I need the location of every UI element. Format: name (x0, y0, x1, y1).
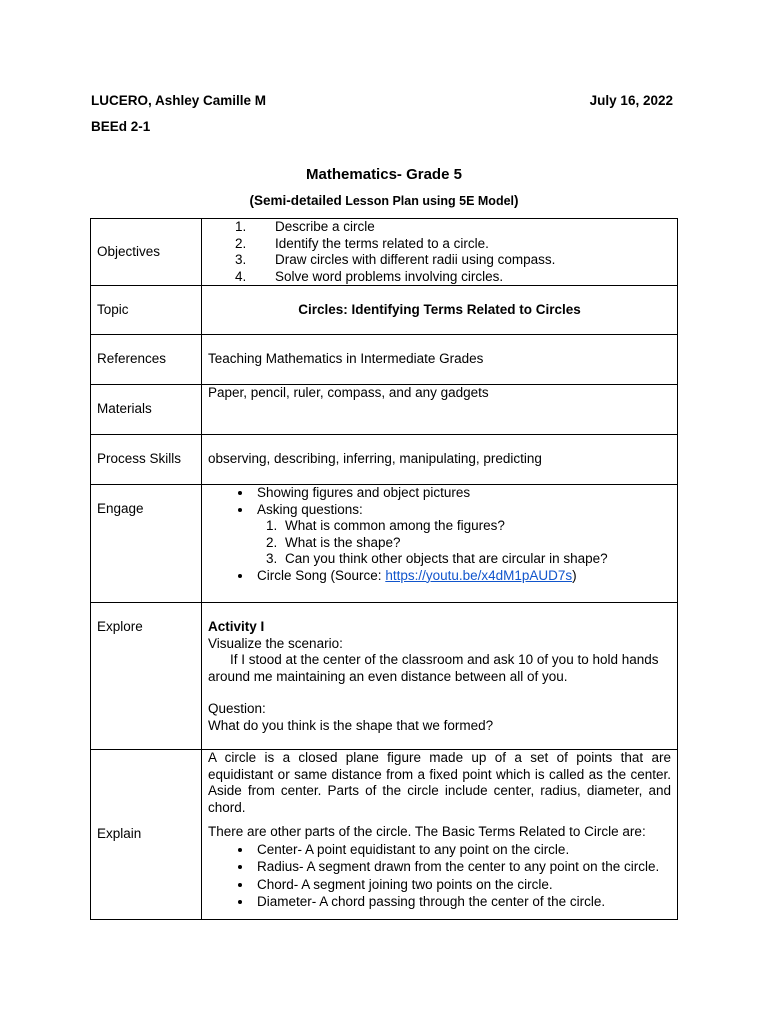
objective-item: 1. Describe a circle (235, 219, 375, 234)
topic-value: Circles: Identifying Terms Related to Circles (202, 286, 678, 335)
explore-question: What do you think is the shape that we formed? (208, 717, 494, 733)
lesson-plan-table (90, 218, 678, 920)
subtitle-open: ( (249, 193, 254, 208)
objective-item: 2. Identify the terms related to a circle. (235, 235, 489, 251)
circle-song-link[interactable]: https://youtu.be/x4dM1pAUD7s (385, 567, 573, 583)
topic-label: Topic (91, 286, 202, 335)
references-label: References (91, 335, 202, 385)
row-objectives (91, 219, 678, 286)
row-materials (91, 385, 678, 435)
student-name: LUCERO, Ashley Camille M (91, 93, 267, 108)
explain-terms-list (208, 841, 671, 911)
document-date: July 16, 2022 (589, 93, 673, 108)
explain-terms-intro: There are other parts of the circle. The Basic Terms Related to Circle are: (208, 824, 646, 839)
engage-bullet: • Asking questions: 1. What is common among the figures? 2. What is the shape? 3. Can you think other objects that are circular in shape? (253, 502, 671, 568)
explain-paragraph: A circle is a closed plane figure made up of a set of points that are equidistant or same distance from a fixed point which is called as the center. Aside from center. Parts of the circle include center, radius, diameter, and chord. (208, 750, 671, 815)
process-skills-value: observing, describing, inferring, manipulating, predicting (202, 435, 678, 485)
engage-cell (202, 485, 678, 603)
page-subtitle (0, 193, 768, 208)
materials-label: Materials (91, 385, 202, 435)
explore-label: Explore (91, 603, 202, 750)
engage-list (208, 485, 671, 584)
row-explore (91, 603, 678, 750)
objectives-cell (202, 219, 678, 286)
subtitle-bold: Semi-detailed (253, 193, 342, 208)
row-topic (91, 286, 678, 335)
objective-item: 4. Solve word problems involving circles. (235, 268, 504, 284)
class-section: BEEd 2-1 (91, 119, 151, 134)
references-value: Teaching Mathematics in Intermediate Grades (202, 335, 678, 385)
subtitle-rest: Lesson Plan using 5E Model (341, 194, 515, 208)
explore-scenario: If I stood at the center of the classroom and ask 10 of you to hold hands around me maintaining an even distance between all of you. (208, 652, 659, 684)
engage-label: Engage (91, 485, 202, 603)
engage-question: 3. Can you think other objects that are circular in shape? (281, 551, 671, 568)
term-item: • Radius- A segment drawn from the center to any point on the circle. (253, 858, 671, 876)
objectives-label: Objectives (91, 219, 202, 286)
row-process-skills (91, 435, 678, 485)
term-item: • Center- A point equidistant to any point on the circle. (253, 841, 671, 859)
engage-bullet: • Showing figures and object pictures (253, 485, 671, 502)
row-explain (91, 750, 678, 920)
row-references (91, 335, 678, 385)
engage-bullet: • Circle Song (Source: https://youtu.be/x4dM1pAUD7s) (253, 568, 671, 585)
subtitle-close: ) (514, 193, 519, 208)
objective-item: 3. Draw circles with different radii using compass. (235, 252, 556, 267)
activity-title: Activity I (208, 619, 265, 634)
explore-intro: Visualize the scenario: (208, 635, 343, 651)
engage-question: 1. What is common among the figures? (281, 518, 671, 535)
engage-question: 2. What is the shape? (281, 535, 671, 552)
explore-cell (202, 603, 678, 750)
explain-cell (202, 750, 678, 920)
engage-questions (257, 518, 671, 568)
objectives-list (208, 219, 671, 285)
explain-label: Explain (91, 750, 202, 920)
process-skills-label: Process Skills (91, 435, 202, 485)
term-item: • Diameter- A chord passing through the center of the circle. (253, 893, 671, 911)
page-title: Mathematics- Grade 5 (306, 166, 462, 183)
row-engage (91, 485, 678, 603)
materials-value: Paper, pencil, ruler, compass, and any gadgets (202, 385, 678, 435)
term-item: • Chord- A segment joining two points on the circle. (253, 876, 671, 894)
question-label: Question: (208, 701, 266, 716)
